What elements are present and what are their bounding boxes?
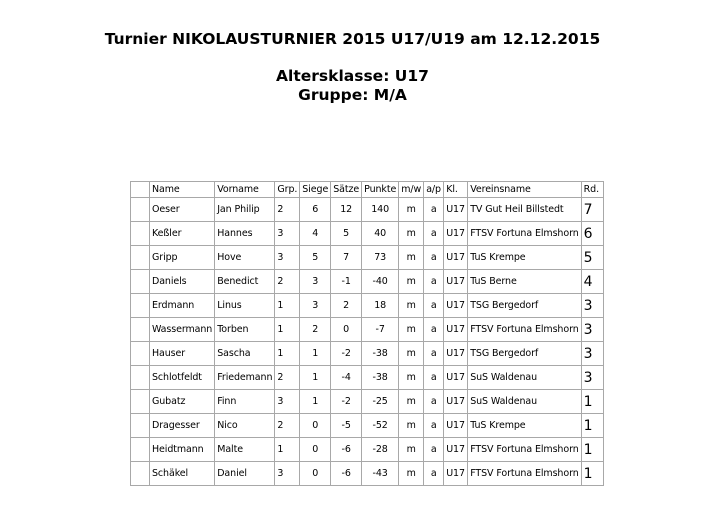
cell-vereinsname: FTSV Fortuna Elmshorn bbox=[468, 438, 581, 462]
cell-rd: 1 bbox=[581, 462, 603, 486]
table-row bbox=[131, 198, 604, 222]
cell-name: Schlotfeldt bbox=[150, 366, 215, 390]
cell-saetze: -6 bbox=[331, 438, 362, 462]
cell-siege: 0 bbox=[300, 438, 331, 462]
cell-saetze: 12 bbox=[331, 198, 362, 222]
cell-vereinsname: TuS Krempe bbox=[468, 414, 581, 438]
cell-kl: U17 bbox=[444, 438, 468, 462]
cell-mw: m bbox=[399, 318, 424, 342]
cell-vorname: Hannes bbox=[215, 222, 275, 246]
cell-punkte: -7 bbox=[362, 318, 399, 342]
cell-vorname: Finn bbox=[215, 390, 275, 414]
cell-vorname: Daniel bbox=[215, 462, 275, 486]
column-header-vorname: Vorname bbox=[215, 182, 275, 198]
cell-mw: m bbox=[399, 294, 424, 318]
row-index-cell bbox=[131, 390, 150, 414]
cell-kl: U17 bbox=[444, 390, 468, 414]
cell-ap: a bbox=[424, 246, 444, 270]
cell-vorname: Friedemann bbox=[215, 366, 275, 390]
table-body bbox=[131, 198, 604, 486]
cell-siege: 1 bbox=[300, 342, 331, 366]
row-index-cell bbox=[131, 462, 150, 486]
column-header-kl: Kl. bbox=[444, 182, 468, 198]
cell-grp: 1 bbox=[275, 318, 300, 342]
cell-grp: 2 bbox=[275, 198, 300, 222]
cell-vorname: Nico bbox=[215, 414, 275, 438]
column-header-punkte: Punkte bbox=[362, 182, 399, 198]
cell-siege: 0 bbox=[300, 462, 331, 486]
cell-ap: a bbox=[424, 390, 444, 414]
cell-vereinsname: TSG Bergedorf bbox=[468, 294, 581, 318]
column-header-name: Name bbox=[150, 182, 215, 198]
cell-punkte: -25 bbox=[362, 390, 399, 414]
cell-saetze: 7 bbox=[331, 246, 362, 270]
cell-ap: a bbox=[424, 462, 444, 486]
cell-saetze: 5 bbox=[331, 222, 362, 246]
column-header-siege: Siege bbox=[300, 182, 331, 198]
cell-mw: m bbox=[399, 438, 424, 462]
cell-vorname: Linus bbox=[215, 294, 275, 318]
cell-siege: 3 bbox=[300, 294, 331, 318]
cell-ap: a bbox=[424, 318, 444, 342]
cell-vorname: Malte bbox=[215, 438, 275, 462]
cell-saetze: -1 bbox=[331, 270, 362, 294]
table-row bbox=[131, 438, 604, 462]
cell-grp: 3 bbox=[275, 246, 300, 270]
cell-vereinsname: TuS Berne bbox=[468, 270, 581, 294]
cell-name: Dragesser bbox=[150, 414, 215, 438]
row-index-cell bbox=[131, 294, 150, 318]
cell-rd: 1 bbox=[581, 414, 603, 438]
cell-saetze: -2 bbox=[331, 342, 362, 366]
cell-vorname: Torben bbox=[215, 318, 275, 342]
cell-punkte: 40 bbox=[362, 222, 399, 246]
cell-vereinsname: SuS Waldenau bbox=[468, 366, 581, 390]
cell-ap: a bbox=[424, 342, 444, 366]
cell-grp: 3 bbox=[275, 390, 300, 414]
cell-rd: 3 bbox=[581, 342, 603, 366]
table-row bbox=[131, 246, 604, 270]
cell-name: Gubatz bbox=[150, 390, 215, 414]
column-header-saetze: Sätze bbox=[331, 182, 362, 198]
row-index-cell bbox=[131, 438, 150, 462]
cell-siege: 2 bbox=[300, 318, 331, 342]
cell-rd: 4 bbox=[581, 270, 603, 294]
cell-ap: a bbox=[424, 414, 444, 438]
cell-vereinsname: FTSV Fortuna Elmshorn bbox=[468, 222, 581, 246]
cell-mw: m bbox=[399, 366, 424, 390]
cell-punkte: -38 bbox=[362, 366, 399, 390]
table-row bbox=[131, 390, 604, 414]
results-table bbox=[130, 181, 604, 486]
table-row bbox=[131, 462, 604, 486]
cell-punkte: 140 bbox=[362, 198, 399, 222]
table-row bbox=[131, 342, 604, 366]
cell-vereinsname: SuS Waldenau bbox=[468, 390, 581, 414]
cell-mw: m bbox=[399, 270, 424, 294]
cell-kl: U17 bbox=[444, 246, 468, 270]
cell-name: Heidtmann bbox=[150, 438, 215, 462]
cell-ap: a bbox=[424, 294, 444, 318]
table-row bbox=[131, 270, 604, 294]
group-heading: Gruppe: M/A bbox=[298, 86, 407, 104]
cell-punkte: 73 bbox=[362, 246, 399, 270]
cell-siege: 5 bbox=[300, 246, 331, 270]
cell-grp: 2 bbox=[275, 270, 300, 294]
cell-rd: 1 bbox=[581, 438, 603, 462]
age-class-heading: Altersklasse: U17 bbox=[276, 67, 429, 85]
cell-kl: U17 bbox=[444, 342, 468, 366]
column-header-ap: a/p bbox=[424, 182, 444, 198]
cell-vereinsname: FTSV Fortuna Elmshorn bbox=[468, 462, 581, 486]
cell-siege: 1 bbox=[300, 390, 331, 414]
cell-name: Erdmann bbox=[150, 294, 215, 318]
cell-ap: a bbox=[424, 270, 444, 294]
cell-punkte: -43 bbox=[362, 462, 399, 486]
cell-name: Oeser bbox=[150, 198, 215, 222]
cell-rd: 6 bbox=[581, 222, 603, 246]
cell-kl: U17 bbox=[444, 270, 468, 294]
cell-ap: a bbox=[424, 222, 444, 246]
column-header-rd: Rd. bbox=[581, 182, 603, 198]
cell-kl: U17 bbox=[444, 222, 468, 246]
cell-siege: 1 bbox=[300, 366, 331, 390]
cell-mw: m bbox=[399, 414, 424, 438]
cell-rd: 5 bbox=[581, 246, 603, 270]
table-header-row bbox=[131, 182, 604, 198]
cell-grp: 2 bbox=[275, 414, 300, 438]
cell-mw: m bbox=[399, 390, 424, 414]
cell-siege: 6 bbox=[300, 198, 331, 222]
cell-mw: m bbox=[399, 462, 424, 486]
cell-saetze: -5 bbox=[331, 414, 362, 438]
cell-name: Schäkel bbox=[150, 462, 215, 486]
cell-mw: m bbox=[399, 342, 424, 366]
cell-grp: 1 bbox=[275, 438, 300, 462]
cell-punkte: -28 bbox=[362, 438, 399, 462]
cell-name: Hauser bbox=[150, 342, 215, 366]
cell-punkte: -40 bbox=[362, 270, 399, 294]
cell-kl: U17 bbox=[444, 462, 468, 486]
cell-vorname: Hove bbox=[215, 246, 275, 270]
cell-rd: 3 bbox=[581, 318, 603, 342]
cell-grp: 3 bbox=[275, 222, 300, 246]
cell-saetze: 0 bbox=[331, 318, 362, 342]
row-index-cell bbox=[131, 198, 150, 222]
cell-kl: U17 bbox=[444, 198, 468, 222]
cell-saetze: -6 bbox=[331, 462, 362, 486]
cell-mw: m bbox=[399, 246, 424, 270]
cell-vereinsname: TV Gut Heil Billstedt bbox=[468, 198, 581, 222]
cell-vorname: Jan Philip bbox=[215, 198, 275, 222]
row-index-cell bbox=[131, 414, 150, 438]
cell-punkte: -52 bbox=[362, 414, 399, 438]
cell-kl: U17 bbox=[444, 366, 468, 390]
row-index-cell bbox=[131, 342, 150, 366]
cell-name: Wassermann bbox=[150, 318, 215, 342]
cell-mw: m bbox=[399, 222, 424, 246]
cell-name: Gripp bbox=[150, 246, 215, 270]
cell-vereinsname: TSG Bergedorf bbox=[468, 342, 581, 366]
cell-punkte: -38 bbox=[362, 342, 399, 366]
cell-vorname: Benedict bbox=[215, 270, 275, 294]
column-header-vereinsname: Vereinsname bbox=[468, 182, 581, 198]
row-index-cell bbox=[131, 222, 150, 246]
table-row bbox=[131, 366, 604, 390]
table-row bbox=[131, 294, 604, 318]
cell-name: Keßler bbox=[150, 222, 215, 246]
cell-saetze: -2 bbox=[331, 390, 362, 414]
cell-name: Daniels bbox=[150, 270, 215, 294]
cell-grp: 1 bbox=[275, 342, 300, 366]
row-index-cell bbox=[131, 318, 150, 342]
row-index-cell bbox=[131, 366, 150, 390]
cell-grp: 3 bbox=[275, 462, 300, 486]
cell-rd: 3 bbox=[581, 366, 603, 390]
page-title: Turnier NIKOLAUSTURNIER 2015 U17/U19 am 12.12.2015 bbox=[104, 30, 601, 48]
table-row bbox=[131, 414, 604, 438]
cell-vereinsname: TuS Krempe bbox=[468, 246, 581, 270]
cell-rd: 7 bbox=[581, 198, 603, 222]
cell-rd: 3 bbox=[581, 294, 603, 318]
row-index-cell bbox=[131, 246, 150, 270]
cell-siege: 3 bbox=[300, 270, 331, 294]
cell-rd: 1 bbox=[581, 390, 603, 414]
cell-saetze: -4 bbox=[331, 366, 362, 390]
cell-ap: a bbox=[424, 438, 444, 462]
row-index-cell bbox=[131, 270, 150, 294]
table-row bbox=[131, 222, 604, 246]
cell-siege: 4 bbox=[300, 222, 331, 246]
cell-vorname: Sascha bbox=[215, 342, 275, 366]
cell-grp: 1 bbox=[275, 294, 300, 318]
cell-ap: a bbox=[424, 198, 444, 222]
cell-punkte: 18 bbox=[362, 294, 399, 318]
cell-mw: m bbox=[399, 198, 424, 222]
cell-kl: U17 bbox=[444, 318, 468, 342]
cell-kl: U17 bbox=[444, 294, 468, 318]
cell-grp: 2 bbox=[275, 366, 300, 390]
cell-ap: a bbox=[424, 366, 444, 390]
cell-siege: 0 bbox=[300, 414, 331, 438]
table-row bbox=[131, 318, 604, 342]
column-header-grp: Grp. bbox=[275, 182, 300, 198]
cell-kl: U17 bbox=[444, 414, 468, 438]
cell-saetze: 2 bbox=[331, 294, 362, 318]
column-header-mw: m/w bbox=[399, 182, 424, 198]
cell-vereinsname: FTSV Fortuna Elmshorn bbox=[468, 318, 581, 342]
index-column-header bbox=[131, 182, 150, 198]
